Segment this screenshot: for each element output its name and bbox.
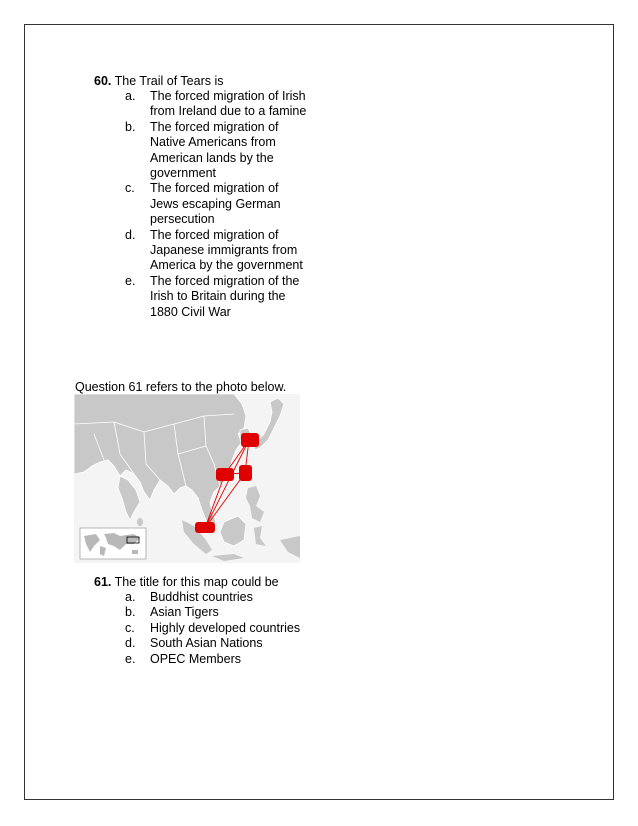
choice-letter: b. <box>125 119 136 134</box>
choice-letter: a. <box>125 590 136 604</box>
question-60-stem <box>94 74 223 89</box>
choice-a[interactable] <box>125 590 325 605</box>
choice-text: The forced migration of the Irish to Britain during the 1880 Civil War <box>150 273 300 319</box>
choice-text: The forced migration of Jews escaping German persecution <box>150 181 281 227</box>
question-number: 60. <box>94 74 112 88</box>
asia-map <box>74 394 300 563</box>
question-text: The Trail of Tears is <box>114 74 224 88</box>
choice-b[interactable] <box>125 120 310 182</box>
sri-lanka <box>137 518 143 526</box>
question-number: 61. <box>94 575 112 589</box>
question-61-choices <box>125 590 325 667</box>
choice-text: Highly developed countries <box>150 620 301 635</box>
map-intro-text: Question 61 refers to the photo below. <box>75 380 287 394</box>
marker-hong-kong <box>216 468 234 481</box>
marker-south-korea <box>241 433 259 447</box>
choice-text: The forced migration of Irish from Ireland due to a famine <box>150 89 307 119</box>
choice-letter: c. <box>125 620 135 635</box>
choice-e[interactable] <box>125 274 310 320</box>
choice-d[interactable] <box>125 228 310 274</box>
choice-a[interactable] <box>125 89 310 120</box>
locator-inset <box>80 528 146 559</box>
choice-letter: c. <box>125 181 135 196</box>
choice-text: Buddhist countries <box>150 590 253 604</box>
question-text: The title for this map could be <box>114 575 279 589</box>
choice-c[interactable] <box>125 181 310 227</box>
choice-b[interactable] <box>125 605 325 620</box>
choice-letter: e. <box>125 651 136 666</box>
choice-c[interactable] <box>125 621 325 636</box>
question-60-choices <box>125 89 310 320</box>
marker-taiwan <box>239 465 252 481</box>
choice-d[interactable] <box>125 636 325 651</box>
choice-letter: b. <box>125 605 136 620</box>
choice-text: The forced migration of Native Americans from American lands by the government <box>150 119 279 181</box>
choice-text: South Asian Nations <box>150 636 263 651</box>
choice-letter: d. <box>125 227 136 242</box>
choice-text: Asian Tigers <box>150 605 219 620</box>
choice-e[interactable] <box>125 652 325 667</box>
choice-letter: e. <box>125 273 136 288</box>
choice-letter: d. <box>125 636 136 651</box>
marker-singapore <box>195 522 215 533</box>
question-61-stem <box>94 575 279 590</box>
choice-letter: a. <box>125 89 136 103</box>
choice-text: The forced migration of Japanese immigrants from America by the government <box>150 227 303 273</box>
choice-text: OPEC Members <box>150 651 241 666</box>
